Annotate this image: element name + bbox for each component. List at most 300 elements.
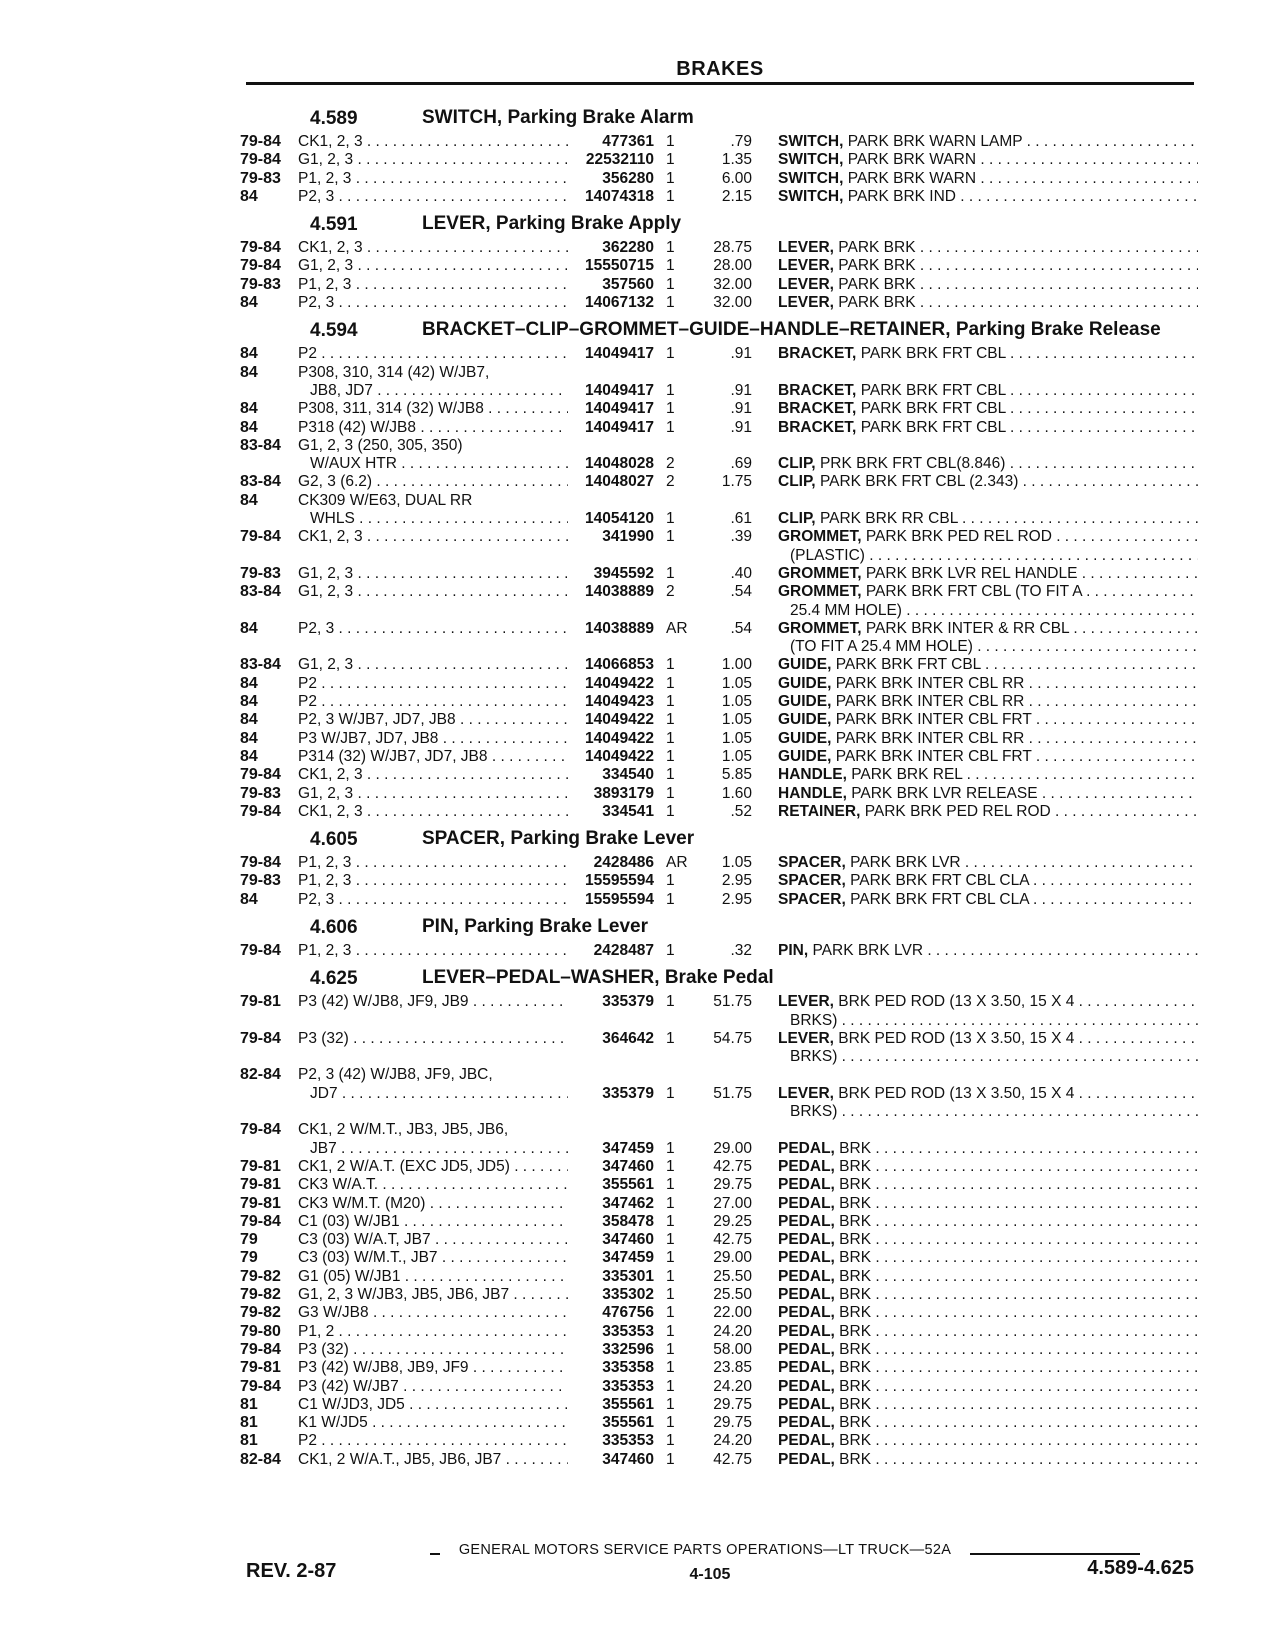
section-code: 4.625: [310, 968, 358, 990]
description-line: [778, 854, 1198, 872]
price-value: .61: [730, 510, 752, 528]
description-text: BRK: [839, 1450, 872, 1468]
description-keyword: GUIDE,: [778, 729, 832, 747]
quantity: [660, 711, 682, 729]
part-row: [240, 693, 1196, 711]
model-line: C1 (03) W/JB1 . . .: [298, 1213, 568, 1231]
description-keyword: GROMMET,: [778, 583, 862, 601]
part-description: [778, 693, 1198, 711]
part-number: [568, 528, 660, 546]
description-text: BRK: [839, 1359, 872, 1377]
model-application: [298, 565, 568, 583]
model-line: P2, 3 (42) W/JB8, JF9, JBC,: [298, 1066, 493, 1084]
quantity: [660, 492, 682, 529]
part-row: [240, 1432, 1196, 1450]
part-row: [240, 565, 1196, 583]
description-keyword: PEDAL,: [778, 1359, 835, 1377]
model-line: G1, 2, 3 W/JB3, JB5, JB6, JB7 . . .: [298, 1286, 568, 1304]
price: [682, 583, 778, 601]
description-keyword: PEDAL,: [778, 1450, 835, 1468]
quantity: [660, 188, 682, 206]
description-keyword: CLIP,: [778, 455, 816, 473]
part-number: [568, 473, 660, 491]
model-line: P3 W/JB7, JD7, JB8 . . .: [298, 730, 568, 748]
model-application: [298, 419, 568, 437]
quantity: [660, 239, 682, 257]
part-number: [568, 1396, 660, 1414]
description-text: BRK: [839, 1139, 872, 1157]
section-heading: [240, 968, 1196, 990]
part-description: [778, 1414, 1198, 1432]
part-row: [240, 1213, 1196, 1231]
description-line: [778, 382, 1198, 400]
part-description: [778, 1451, 1198, 1469]
description-text: PARK BRK: [838, 257, 916, 275]
description-line: [778, 1103, 1198, 1121]
quantity-value: 1: [666, 1322, 675, 1340]
description-line: [778, 1341, 1198, 1359]
price-value: .40: [730, 564, 752, 582]
model-line: CK1, 2, 3 . . .: [298, 239, 568, 257]
part-number: [568, 1176, 660, 1194]
part-number: [568, 730, 660, 748]
price-value: .79: [730, 133, 752, 150]
model-application: [298, 803, 568, 821]
model-application: [298, 711, 568, 729]
part-row: [240, 1323, 1196, 1341]
part-number: [568, 1231, 660, 1249]
description-keyword: GUIDE,: [778, 674, 832, 692]
description-line: [778, 547, 1198, 565]
model-line: CK1, 2 W/M.T., JB3, JB5, JB6,: [298, 1121, 509, 1139]
section-title-qualifier: Parking Brake Apply: [495, 213, 682, 235]
part-description: [778, 766, 1198, 784]
part-number-value: 2428486: [593, 854, 654, 872]
model-line: P2, 3 . . .: [298, 620, 568, 638]
part-number-value: 14054120: [585, 510, 654, 528]
part-description: [778, 1158, 1198, 1176]
part-description: [778, 1432, 1198, 1450]
model-application: [298, 170, 568, 188]
part-description: [778, 942, 1198, 960]
model-years: 79-81: [240, 993, 281, 1011]
model-application: [298, 1359, 568, 1377]
model-application: [298, 1121, 568, 1158]
description-keyword: PEDAL,: [778, 1212, 835, 1230]
part-description: [778, 1030, 1198, 1067]
part-description: [778, 1195, 1198, 1213]
model-application: [298, 872, 568, 890]
description-text: PARK BRK: [838, 239, 916, 257]
part-number: [568, 1359, 660, 1377]
model-line: P314 (32) W/JB7, JD7, JB8 . . .: [298, 748, 568, 766]
model-application: [298, 437, 568, 474]
model-application: [298, 473, 568, 491]
price: [682, 620, 778, 638]
part-number: [568, 993, 660, 1011]
part-row: [240, 239, 1196, 257]
part-description: [778, 419, 1198, 437]
section-4-605: [240, 829, 1196, 909]
description-keyword: PEDAL,: [778, 1340, 835, 1358]
model-years: 79-84: [240, 1340, 281, 1358]
price: [682, 151, 778, 169]
price-value: 29.00: [713, 1139, 752, 1157]
page-number: 4-105: [689, 1566, 731, 1583]
model-line: G1, 2, 3 . . .: [298, 583, 568, 601]
description-keyword: BRACKET,: [778, 381, 857, 399]
model-application: [298, 656, 568, 674]
part-description: [778, 620, 1198, 657]
description-keyword: PEDAL,: [778, 1231, 835, 1249]
quantity: [660, 1030, 682, 1048]
quantity: [660, 675, 682, 693]
description-line: [778, 1268, 1198, 1286]
price-value: 1.05: [721, 729, 752, 747]
price: [682, 170, 778, 188]
price: [682, 766, 778, 784]
price: [682, 693, 778, 711]
description-line: [778, 711, 1198, 729]
quantity: [660, 891, 682, 909]
model-years: 84: [240, 400, 258, 418]
part-number: [568, 1195, 660, 1213]
part-description: [778, 1323, 1198, 1341]
description-line: [778, 620, 1198, 638]
part-number: [568, 565, 660, 583]
model-application: [298, 1432, 568, 1450]
description-text: BRK: [839, 1194, 872, 1212]
description-line: [778, 993, 1198, 1011]
description-text: PARK BRK INTER CBL FRT: [835, 711, 1032, 729]
part-row: [240, 400, 1196, 418]
section-title-name: PIN,: [422, 915, 459, 937]
model-application: [298, 1286, 568, 1304]
model-line: G1, 2, 3 . . .: [298, 565, 568, 583]
part-number-value: 335379: [602, 1084, 654, 1102]
model-years: 79-84: [240, 1121, 281, 1139]
description-text: BRK: [839, 1231, 872, 1249]
price-value: .32: [730, 941, 752, 959]
description-text: 25.4 MM HOLE): [790, 601, 902, 619]
model-line: G1, 2, 3 . . .: [298, 151, 568, 169]
model-line: G2, 3 (6.2) . . .: [298, 473, 568, 491]
model-application: [298, 1030, 568, 1048]
model-years: 84: [240, 747, 258, 765]
description-text: PARK BRK: [838, 294, 916, 312]
description-keyword: BRACKET,: [778, 418, 857, 436]
model-line: P308, 311, 314 (32) W/JB8 . . .: [298, 400, 568, 418]
description-line: [778, 803, 1198, 821]
part-number-value: 335353: [602, 1377, 654, 1395]
part-number: [568, 492, 660, 529]
description-keyword: PEDAL,: [778, 1139, 835, 1157]
price-value: 32.00: [713, 294, 752, 312]
description-line: [778, 1414, 1198, 1432]
description-keyword: GROMMET,: [778, 528, 862, 546]
description-text: BRK PED ROD (13 X 3.50, 15 X 4: [838, 1029, 1075, 1047]
description-text: BRK: [839, 1304, 872, 1322]
quantity: [660, 151, 682, 169]
model-years: 79-84: [240, 151, 281, 169]
part-row: [240, 872, 1196, 890]
part-description: [778, 711, 1198, 729]
quantity: [660, 528, 682, 546]
price: [682, 276, 778, 294]
description-line: [778, 1451, 1198, 1469]
model-application: [298, 239, 568, 257]
model-line: CK1, 2, 3 . . .: [298, 766, 568, 784]
description-line: [778, 656, 1198, 674]
quantity-value: 1: [666, 656, 675, 674]
quantity-value: 1: [666, 941, 675, 959]
price-value: 42.75: [713, 1157, 752, 1175]
part-number: [568, 1213, 660, 1231]
quantity: [660, 345, 682, 363]
part-row: [240, 942, 1196, 960]
price-value: .54: [730, 619, 752, 637]
description-text: BRK: [839, 1157, 872, 1175]
description-text: BRK PED ROD (13 X 3.50, 15 X 4: [838, 993, 1075, 1011]
section-title-name: SPACER,: [422, 828, 506, 850]
description-line: [778, 766, 1198, 784]
price: [682, 1030, 778, 1048]
description-keyword: LEVER,: [778, 1084, 834, 1102]
quantity: [660, 785, 682, 803]
part-number-value: 355561: [602, 1176, 654, 1194]
description-text: PARK BRK FRT CBL: [860, 345, 1006, 363]
price: [682, 1176, 778, 1194]
model-years: 79-82: [240, 1267, 281, 1285]
price-value: 1.00: [721, 656, 752, 674]
part-description: [778, 294, 1198, 312]
description-text: (TO FIT A 25.4 MM HOLE): [790, 638, 973, 656]
quantity-value: 1: [666, 1286, 675, 1304]
part-row: [240, 1030, 1196, 1067]
price: [682, 1359, 778, 1377]
model-line: P1, 2, 3 . . .: [298, 170, 568, 188]
quantity-value: 1: [666, 1267, 675, 1285]
price: [682, 711, 778, 729]
price-value: 23.85: [713, 1359, 752, 1377]
part-row: [240, 1451, 1196, 1469]
price-value: 28.00: [713, 257, 752, 275]
quantity-value: 1: [666, 1377, 675, 1395]
model-application: [298, 257, 568, 275]
description-text: BRK: [839, 1286, 872, 1304]
model-line: CK309 W/E63, DUAL RR: [298, 491, 473, 509]
model-years: 83-84: [240, 436, 281, 454]
description-line: [778, 1378, 1198, 1396]
part-number: [568, 1304, 660, 1322]
part-number-value: 347462: [602, 1194, 654, 1212]
model-line: P1, 2 . . .: [298, 1323, 568, 1341]
price: [682, 854, 778, 872]
model-line: G3 W/JB8 . . .: [298, 1304, 568, 1322]
part-description: [778, 1249, 1198, 1267]
quantity-value: 1: [666, 1212, 675, 1230]
quantity: [660, 1268, 682, 1286]
part-row: [240, 188, 1196, 206]
part-number: [568, 170, 660, 188]
part-row: [240, 151, 1196, 169]
section-code: 4.606: [310, 916, 358, 938]
model-application: [298, 1323, 568, 1341]
model-line: CK1, 2 W/A.T., JB5, JB6, JB7 . . .: [298, 1451, 568, 1469]
description-line: [778, 170, 1198, 188]
part-number-value: 15595594: [585, 872, 654, 890]
quantity-value: 1: [666, 564, 675, 582]
quantity-value: 1: [666, 674, 675, 692]
model-line: C1 W/JD3, JD5 . . .: [298, 1396, 568, 1414]
price-value: 24.20: [713, 1432, 752, 1450]
description-line: [778, 638, 1198, 656]
part-row: [240, 583, 1196, 620]
model-years: 81: [240, 1414, 258, 1432]
model-line: P3 (32) . . .: [298, 1341, 568, 1359]
description-text: PARK BRK FRT CBL: [860, 418, 1006, 436]
part-row: [240, 1414, 1196, 1432]
quantity-value: 1: [666, 294, 675, 312]
part-description: [778, 400, 1198, 418]
price: [682, 345, 778, 363]
price: [682, 188, 778, 206]
quantity: [660, 1304, 682, 1322]
description-text: PARK BRK FRT CBL CLA: [850, 872, 1029, 890]
part-number: [568, 1030, 660, 1048]
description-line: [778, 257, 1198, 275]
part-description: [778, 364, 1198, 401]
description-line: [778, 1195, 1198, 1213]
model-years: 84: [240, 491, 258, 509]
part-row: [240, 1341, 1196, 1359]
description-text: PARK BRK IND: [847, 187, 956, 205]
price-value: 54.75: [713, 1029, 752, 1047]
part-number-value: 14049422: [585, 711, 654, 729]
part-number-value: 3945592: [593, 564, 654, 582]
description-line: [778, 400, 1198, 418]
part-row: [240, 1195, 1196, 1213]
model-line: P308, 310, 314 (42) W/JB7,: [298, 363, 490, 381]
description-text: PARK BRK PED REL ROD: [864, 802, 1051, 820]
description-line: [778, 693, 1198, 711]
model-years: 84: [240, 711, 258, 729]
description-text: (PLASTIC): [790, 546, 865, 564]
description-text: PARK BRK REL: [851, 766, 963, 784]
price-value: 29.25: [713, 1212, 752, 1230]
part-number-value: 357560: [602, 275, 654, 293]
model-line: P3 (42) W/JB8, JF9, JB9 . . .: [298, 993, 568, 1011]
section-heading: [240, 320, 1196, 342]
model-years: 79-84: [240, 257, 281, 275]
description-text: BRK: [839, 1322, 872, 1340]
part-number: [568, 133, 660, 151]
description-line: [778, 602, 1198, 620]
model-application: [298, 1396, 568, 1414]
section-4-594: [240, 320, 1196, 821]
quantity-value: 1: [666, 747, 675, 765]
quantity: [660, 1378, 682, 1396]
part-number-value: 347459: [602, 1139, 654, 1157]
model-application: [298, 294, 568, 312]
model-line: G1, 2, 3 . . .: [298, 785, 568, 803]
quantity-value: AR: [666, 619, 688, 637]
quantity-value: 1: [666, 275, 675, 293]
quantity: [660, 1066, 682, 1103]
description-line: [778, 1085, 1198, 1103]
model-application: [298, 1176, 568, 1194]
price-value: .91: [730, 345, 752, 363]
description-line: [778, 1286, 1198, 1304]
description-text: PARK BRK INTER CBL RR: [835, 674, 1025, 692]
part-number-value: 347460: [602, 1450, 654, 1468]
quantity: [660, 437, 682, 474]
part-number-value: 14049417: [585, 418, 654, 436]
model-years: 84: [240, 294, 258, 312]
price: [682, 492, 778, 529]
section-4-589: [240, 108, 1196, 206]
price: [682, 473, 778, 491]
description-line: [778, 1158, 1198, 1176]
quantity-value: 1: [666, 1249, 675, 1267]
model-line: P2, 3 . . .: [298, 891, 568, 909]
part-number-value: 347460: [602, 1157, 654, 1175]
part-number: [568, 364, 660, 401]
title-rule: [246, 82, 1194, 85]
price: [682, 400, 778, 418]
section-title: [422, 968, 1196, 988]
quantity: [660, 1414, 682, 1432]
model-line: CK1, 2 W/A.T. (EXC JD5, JD5) . . .: [298, 1158, 568, 1176]
price-value: 29.00: [713, 1249, 752, 1267]
description-text: BRK: [839, 1414, 872, 1432]
description-keyword: RETAINER,: [778, 802, 861, 820]
model-line: P1, 2, 3 . . .: [298, 276, 568, 294]
price: [682, 1323, 778, 1341]
part-row: [240, 785, 1196, 803]
model-years: 82-84: [240, 1066, 281, 1084]
part-number: [568, 188, 660, 206]
section-title-qualifier: Parking Brake Alarm: [507, 107, 694, 128]
price: [682, 437, 778, 474]
part-number: [568, 675, 660, 693]
price: [682, 528, 778, 546]
quantity-value: 1: [666, 693, 675, 711]
description-keyword: SPACER,: [778, 854, 846, 872]
model-application: [298, 528, 568, 546]
description-line: [778, 473, 1198, 491]
price: [682, 364, 778, 401]
quantity-value: AR: [666, 854, 688, 872]
quantity: [660, 1432, 682, 1450]
price-value: 6.00: [721, 169, 752, 187]
part-row: [240, 419, 1196, 437]
description-text: PARK BRK RR CBL: [819, 510, 958, 528]
description-line: [778, 891, 1198, 909]
quantity: [660, 803, 682, 821]
section-4-606: [240, 917, 1196, 960]
price: [682, 1414, 778, 1432]
description-line: [778, 455, 1198, 473]
price: [682, 891, 778, 909]
part-number: [568, 1451, 660, 1469]
price: [682, 294, 778, 312]
price-value: 2.15: [721, 187, 752, 205]
quantity-value: 1: [666, 1194, 675, 1212]
model-years: 81: [240, 1432, 258, 1450]
section-title-name: SWITCH,: [422, 107, 503, 128]
description-text: BRK: [839, 1249, 872, 1267]
